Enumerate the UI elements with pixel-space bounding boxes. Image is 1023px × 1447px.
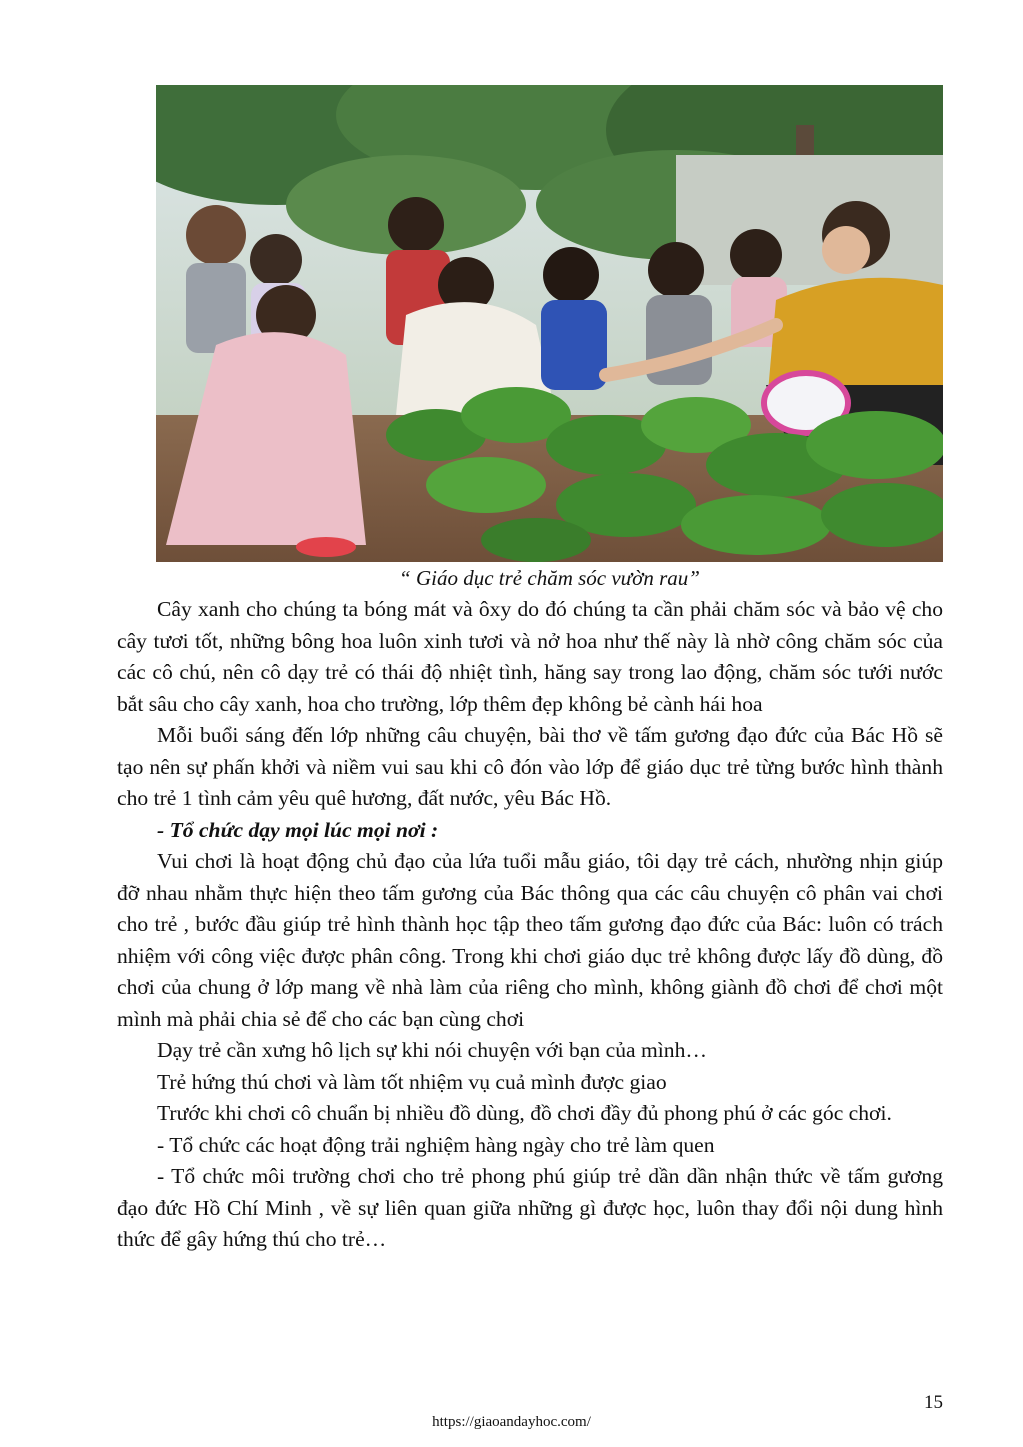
paragraph: Mỗi buổi sáng đến lớp những câu chuyện, bài thơ về tấm gương đạo đức của Bác Hồ sẽ tạo nên sự phấn khởi và niềm vui sau khi cô đón vào lớp để giáo dục trẻ từng bước hình thành cho trẻ 1 tình cảm yêu quê hương, đất nước, yêu Bác Hồ.	[117, 723, 943, 810]
paragraph: Cây xanh cho chúng ta bóng mát và ôxy do đó chúng ta cần phải chăm sóc và bảo vệ cho cây tươi tốt, những bông hoa luôn xinh tươi và nở hoa như thế này là nhờ công chăm sóc của các cô chú, nên cô dạy trẻ có thái độ nhiệt tình, hăng say trong lao động, chăm sóc tưới nước bắt sâu cho cây xanh, hoa cho trường, lớp thêm đẹp không bẻ cành hái hoa	[117, 597, 943, 716]
garden-photo	[156, 85, 943, 562]
body-text	[117, 594, 943, 1256]
paragraph: Trẻ hứng thú chơi và làm tốt nhiệm vụ cuả mình được giao	[157, 1069, 667, 1094]
footer-url[interactable]: https://giaoandayhoc.com/	[432, 1414, 591, 1430]
paragraph: Vui chơi là hoạt động chủ đạo của lứa tuổi mẫu giáo, tôi dạy trẻ cách, nhường nhịn giúp đỡ nhau nhằm thực hiện theo tấm gương của Bác thông qua các câu chuyện cô phân vai chơi cho trẻ , bước đầu giúp trẻ hình thành học tập theo tấm gương đạo đức của Bác: luôn có trách nhiệm với công việc được phân công. Trong khi chơi giáo dục trẻ không được lấy đồ dùng, đồ chơi của chung ở lớp mang về nhà làm của riêng cho mình, không giành đồ chơi để chơi một mình mà phải chia sẻ để cho các bạn cùng chơi	[117, 849, 943, 1031]
section-heading: - Tổ chức dạy mọi lúc mọi nơi :	[157, 817, 439, 842]
paragraph: - Tổ chức môi trường chơi cho trẻ phong phú giúp trẻ dần dần nhận thức về tấm gương đạo đức Hồ Chí Minh , về sự liên quan giữa những gì được học, luôn thay đổi nội dung hình thức để gây hứng thú cho trẻ…	[117, 1164, 943, 1251]
paragraph: Dạy trẻ cần xưng hô lịch sự khi nói chuyện với bạn của mình…	[157, 1038, 707, 1062]
paragraph: Trước khi chơi cô chuẩn bị nhiều đồ dùng, đồ chơi đầy đủ phong phú ở các góc chơi.	[157, 1101, 892, 1125]
photo-caption: “ Giáo dục trẻ chăm sóc vườn rau”	[399, 566, 700, 590]
garden-photo-illustration	[156, 85, 943, 562]
paragraph: - Tổ chức các hoạt động trải nghiệm hàng ngày cho trẻ làm quen	[157, 1132, 715, 1157]
page-number: 15	[924, 1392, 943, 1413]
